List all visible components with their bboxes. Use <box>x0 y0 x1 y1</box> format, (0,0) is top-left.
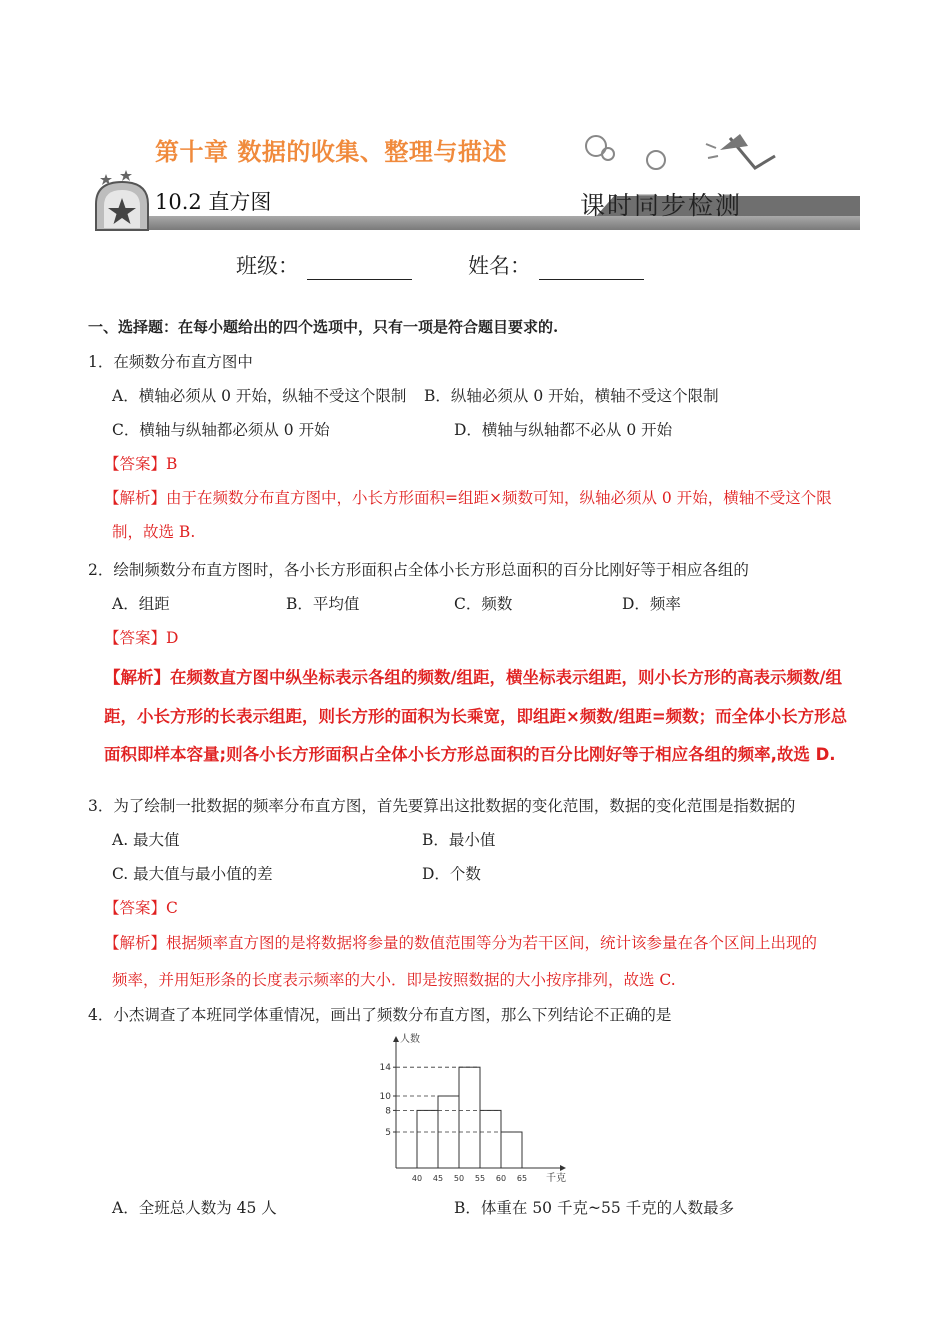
class-field <box>236 250 412 280</box>
q1-option-d: D．横轴与纵轴都不必从 0 开始 <box>454 421 673 439</box>
q3-stem: 3．为了绘制一批数据的频率分布直方图，首先要算出这批数据的变化范围，数据的变化范围是指数据的 <box>88 797 796 815</box>
x-tick-label: 50 <box>453 1174 465 1183</box>
histogram-bar <box>459 1067 480 1168</box>
q1-analysis-line1: 【解析】由于在频数分布直方图中，小长方形面积=组距×频数可知，纵轴必须从 0 开始，横轴不受这个限 <box>104 489 832 507</box>
q2-option-b: B．平均值 <box>286 595 360 613</box>
x-tick-label: 60 <box>495 1174 507 1183</box>
x-tick-label: 45 <box>432 1174 444 1183</box>
weight-histogram <box>370 1028 580 1188</box>
chapter-title: 第十章 数据的收集、整理与描述 <box>155 138 507 166</box>
x-axis-label: 千克 <box>546 1173 566 1184</box>
q2-analysis-line1: 【解析】在频数直方图中纵坐标表示各组的频数/组距，横坐标表示组距，则小长方形的高表示频数/组 <box>104 668 843 687</box>
y-tick-label: 8 <box>385 1106 391 1117</box>
y-tick-label: 5 <box>385 1128 391 1138</box>
q3-option-c: C. 最大值与最小值的差 <box>112 865 273 883</box>
brand-title: 课时同步检测 <box>580 191 743 220</box>
q1-option-b: B．纵轴必须从 0 开始，横轴不受这个限制 <box>424 387 719 405</box>
y-axis-label: 人数 <box>400 1034 420 1045</box>
q1-analysis-line2: 制，故选 B. <box>112 523 196 541</box>
lamp-circles-icon <box>580 128 780 188</box>
q3-option-b: B．最小值 <box>422 831 496 849</box>
q3-option-a: A. 最大值 <box>112 831 180 849</box>
histogram-bar <box>501 1132 522 1168</box>
q1-option-c: C．横轴与纵轴都必须从 0 开始 <box>112 421 330 439</box>
histogram-bar <box>480 1110 501 1168</box>
y-tick-label: 10 <box>379 1092 391 1102</box>
y-axis-arrow <box>393 1036 399 1042</box>
q4-stem: 4．小杰调查了本班同学体重情况，画出了频数分布直方图，那么下列结论不正确的是 <box>88 1006 672 1024</box>
name-blank[interactable] <box>539 257 644 280</box>
section-title: 10.2 直方图 <box>155 190 272 214</box>
q2-analysis-line2: 距，小长方形的长表示组距，则长方形的面积为长乘宽，即组距×频数/组距=频数；而全体小长方形总 <box>104 707 848 726</box>
x-tick-label: 65 <box>516 1174 528 1183</box>
q4-option-a: A．全班总人数为 45 人 <box>112 1199 277 1217</box>
y-tick-label: 14 <box>379 1063 391 1074</box>
q2-stem: 2．绘制频数分布直方图时，各小长方形面积占全体小长方形总面积的百分比刚好等于相应各组的 <box>88 561 749 579</box>
q2-analysis-line3: 面积即样本容量;则各小长方形面积占全体小长方形总面积的百分比刚好等于相应各组的频率,故选 D. <box>104 745 836 764</box>
section-heading: 一、选择题：在每小题给出的四个选项中，只有一项是符合题目要求的. <box>88 318 559 336</box>
q3-analysis-line2: 频率，并用矩形条的长度表示频率的大小．即是按照数据的大小按序排列，故选 C. <box>112 971 676 989</box>
header-band <box>95 216 860 230</box>
q2-option-c: C．频数 <box>454 595 513 613</box>
q2-answer: 【答案】D <box>104 629 179 647</box>
x-tick-label: 55 <box>474 1174 486 1183</box>
name-label: 姓名： <box>468 254 531 278</box>
name-field <box>468 250 644 280</box>
q2-option-a: A．组距 <box>112 595 170 613</box>
q2-option-d: D．频率 <box>622 595 681 613</box>
q1-answer: 【答案】B <box>104 455 178 473</box>
class-label: 班级： <box>236 254 299 278</box>
q3-answer: 【答案】C <box>104 899 178 917</box>
q4-option-b: B．体重在 50 千克~55 千克的人数最多 <box>454 1199 735 1217</box>
class-blank[interactable] <box>307 257 412 280</box>
histogram-bar <box>417 1110 438 1168</box>
q1-stem: 1．在频数分布直方图中 <box>88 353 253 371</box>
q3-option-d: D．个数 <box>422 865 481 883</box>
q1-option-a: A．横轴必须从 0 开始，纵轴不受这个限制 <box>112 387 407 405</box>
x-axis-arrow <box>560 1165 566 1171</box>
x-tick-label: 40 <box>411 1174 423 1183</box>
star-badge-icon <box>92 170 152 232</box>
q3-analysis-line1: 【解析】根据频率直方图的是将数据将参量的数值范围等分为若干区间，统计该参量在各个区间上出现的 <box>104 934 818 952</box>
